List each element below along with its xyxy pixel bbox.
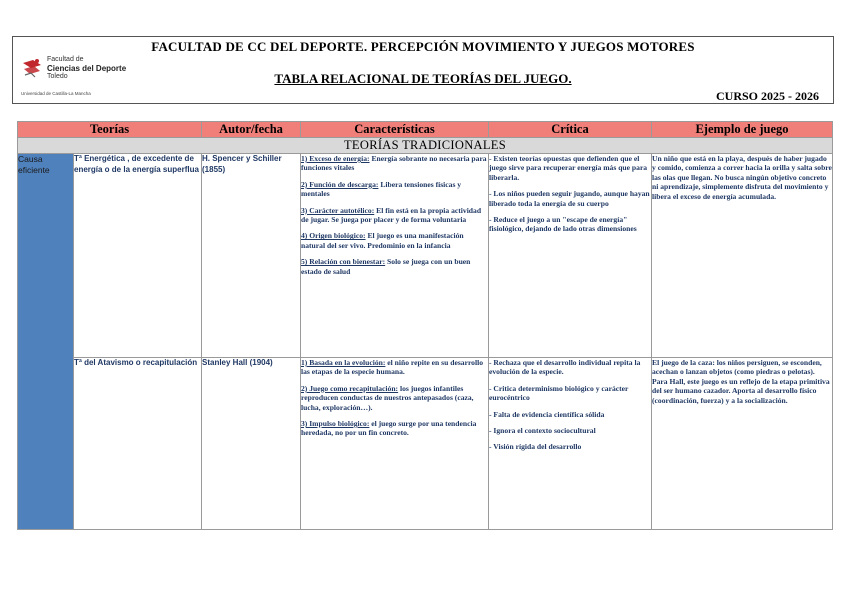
critique-item: - Ignora el contexto sociocultural [489, 426, 596, 436]
logo-university: Universidad de Castilla-La Mancha [21, 91, 91, 96]
critique-item: - Critica determinismo biológico y carácter eurocéntrico [489, 383, 629, 403]
logo-line-2: Ciencias del Deporte [47, 63, 127, 73]
critique-item: - Falta de evidencia científica sólida [489, 409, 605, 419]
characteristic-item: 4) Origen biológico: El juego es una manifestación natural del ser vivo. Predominio en la infancia [301, 231, 464, 250]
table-header-row [18, 122, 833, 138]
section-row [18, 138, 833, 154]
column-header-critique: Crítica [489, 122, 652, 138]
characteristic-item: 1) Exceso de energía: Energía sobrante no necesaria para funciones vitales [301, 154, 487, 173]
characteristic-item: 3) Impulso biológico: el juego surge por una tendencia heredada, no por un fin concreto. [301, 419, 477, 438]
column-header-author: Autor/fecha [202, 122, 301, 138]
column-header-example: Ejemplo de juego [652, 122, 833, 138]
characteristics-cell [301, 358, 489, 530]
critique-item: - Existen teorías opuestas que defienden que el juego sirve para recuperar energía más que para liberarla. [489, 154, 648, 182]
critique-item: - Los niños pueden seguir jugando, aunque hayan liberado toda la energía de su cuerpo [489, 189, 650, 208]
characteristic-item: 5) Relación con bienestar: Solo se juega con un buen estado de salud [301, 257, 471, 276]
theory-name: Tª Energética , de excedente de energía o de la energía superflua [74, 154, 202, 358]
logo-line-3: Toledo [47, 73, 68, 80]
characteristic-item: 3) Carácter autotélico: El fin está en la propia actividad de jugar. Se juega por placer y de forma voluntaria [301, 205, 482, 225]
theory-name: Tª del Atavismo o recapitulación [74, 358, 202, 530]
critique-item: - Reduce el juego a un "escape de energía" fisiológico, dejando de lado otras dimensiones [489, 215, 637, 234]
document-header [12, 36, 834, 104]
example-cell [652, 358, 833, 530]
column-header-theories: Teorías [18, 122, 202, 138]
cause-label: Causa eficiente [18, 154, 74, 530]
critique-cell [489, 358, 652, 530]
table-subtitle: TABLA RELACIONAL DE TEORÍAS DEL JUEGO. [274, 71, 572, 86]
logo-line-1: Facultad de [47, 56, 84, 63]
example-text: El juego de la caza: los niños persiguen, se esconden, acechan o lanzan objetos (como piedras o pelotas). Para Hall, este juego es un reflejo de la etapa primitiva del ser humano cazador. Aporta al desarrollo físico (coordinación, fuerza) y a la socialización. [652, 358, 830, 405]
example-text: Un niño que está en la playa, después de haber jugado y comido, comienza a correr hacia la orilla y salta sobre las olas que llegan. No busca ningún objetivo concreto ni aprendizaje, simplemente disfruta del movimiento y libera el exceso de energía acumulada. [652, 154, 832, 201]
theory-author: H. Spencer y Schiller (1855) [202, 154, 301, 358]
course-year: CURSO 2025 - 2026 [715, 89, 819, 103]
theory-author: Stanley Hall (1904) [202, 358, 301, 530]
critique-item: - Visión rígida del desarrollo [489, 442, 582, 452]
section-title: TEORÍAS TRADICIONALES [18, 138, 833, 154]
example-cell [652, 154, 833, 358]
critique-cell [489, 154, 652, 358]
column-header-characteristics: Características [301, 122, 489, 138]
characteristic-item: 2) Juego como recapitulación: los juegos infantiles reproducen conductas de nuestros antepasados (caza, lucha, exploración…). [301, 383, 474, 412]
theories-table [17, 121, 833, 530]
characteristics-cell [301, 154, 489, 358]
critique-item: - Rechaza que el desarrollo individual repita la evolución de la especie. [489, 358, 641, 377]
faculty-title: FACULTAD DE CC DEL DEPORTE. PERCEPCIÓN MOVIMIENTO Y JUEGOS MOTORES [151, 39, 695, 54]
table-row [18, 358, 833, 530]
characteristic-item: 1) Basada en la evolución: el niño repite en su desarrollo las etapas de la especie humana. [301, 358, 483, 377]
characteristic-item: 2) Función de descarga: Libera tensiones físicas y mentales [301, 179, 462, 199]
table-row [18, 154, 833, 358]
